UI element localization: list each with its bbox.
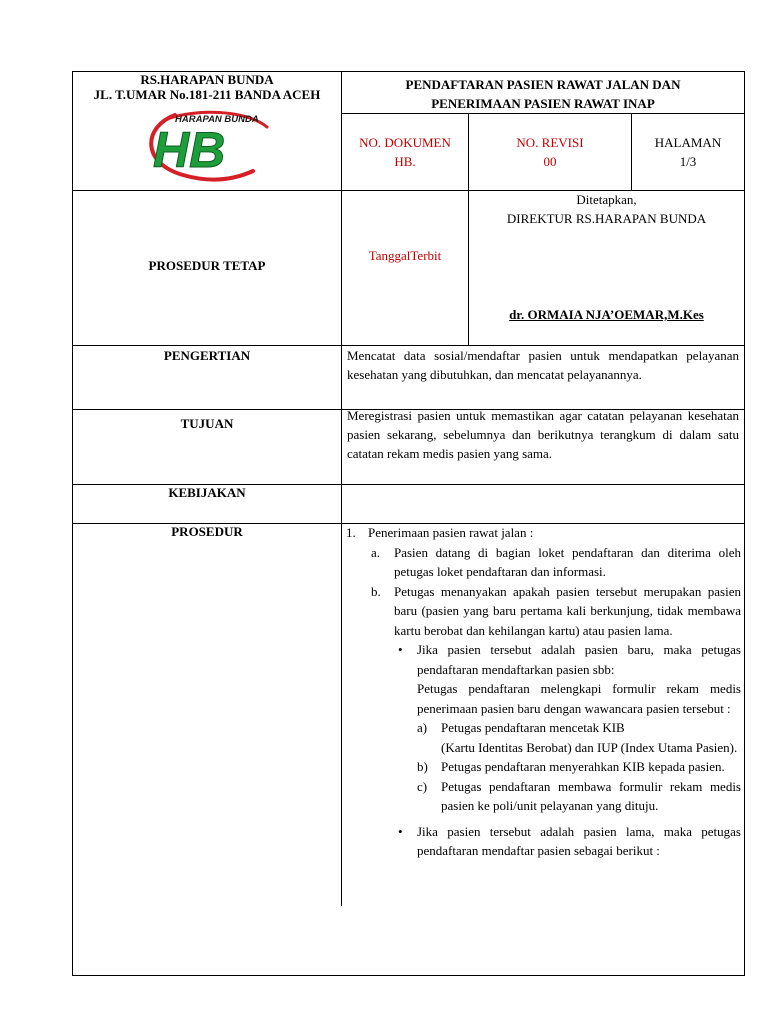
page-label: HALAMAN xyxy=(654,135,722,150)
list-item: a) Petugas pendaftaran mencetak KIB (Kartu Identitas Berobat) dan IUP (Index Utama Pasien). xyxy=(417,720,738,755)
list-item: • Jika pasien tersebut adalah pasien lama, maka petugas pendaftaran mendaftar pasien sebagai berikut : xyxy=(398,823,741,858)
page-value: 1/3 xyxy=(679,154,697,169)
document-title xyxy=(342,75,744,113)
revision-value: 00 xyxy=(543,154,557,169)
document-title-line2: PENERIMAAN PASIEN RAWAT INAP xyxy=(431,96,655,111)
column-divider xyxy=(341,72,342,906)
label-tujuan: TUJUAN xyxy=(180,416,234,431)
director-title: DIREKTUR RS.HARAPAN BUNDA xyxy=(506,211,707,226)
revision-number xyxy=(469,133,631,171)
label-pengertian: PENGERTIAN xyxy=(163,348,251,363)
hospital-logo xyxy=(135,105,275,187)
logo-letters: HB xyxy=(153,122,226,178)
revision-label: NO. REVISI xyxy=(516,135,584,150)
text-pengertian: Mencatat data sosial/mendaftar pasien untuk mendapatkan pelayanan kesehatan yang dibutuhkan, dan mencatat pelayanannya. xyxy=(347,348,739,382)
document-number-label: NO. DOKUMEN xyxy=(359,135,451,150)
document-number-value: HB. xyxy=(394,154,416,169)
text-tujuan: Meregistrasi pasien untuk memastikan agar catatan pelayanan kesehatan pasien sekarang, sebelumnya dan berikutnya terangkum di dalam satu catatan rekam medis pasien yang sama. xyxy=(347,408,739,461)
hospital-address: JL. T.UMAR No.181-211 BANDA ACEH xyxy=(93,87,321,102)
list-item: c) Petugas pendaftaran membawa formulir rekam medis pasien ke poli/unit pelayanan yang dituju. xyxy=(417,778,741,813)
hb-logo-icon xyxy=(135,105,275,187)
list-item: b) Petugas pendaftaran menyerahkan KIB kepada pasien. xyxy=(417,759,725,774)
list-item: • Jika pasien tersebut adalah pasien baru, maka petugas pendaftaran mendaftarkan pasien sbb: Petugas pendaftaran melengkapi formulir rekam medis penerimaan pasien baru dengan wawancara pasien tersebut : xyxy=(398,642,741,716)
approval-block xyxy=(469,190,744,228)
page-number xyxy=(632,133,744,171)
list-item: b. Petugas menanyakan apakah pasien tersebut merupakan pasien baru (pasien yang baru pertama kali berkunjung, tidak membawa kartu berobat dan kehilangan kartu) atau pasien lama. xyxy=(371,583,741,638)
hospital-name: RS.HARAPAN BUNDA xyxy=(140,72,274,87)
procedure-list xyxy=(343,523,741,861)
label-kebijakan: KEBIJAKAN xyxy=(168,485,246,500)
row-divider xyxy=(341,113,744,114)
document-number xyxy=(342,133,468,171)
issue-date-label: TanggalTerbit xyxy=(368,248,442,263)
list-item: 1. Penerimaan pasien rawat jalan : xyxy=(346,525,534,540)
section-label-prosedur-tetap: PROSEDUR TETAP xyxy=(148,258,266,273)
list-item: a. Pasien datang di bagian loket pendaftaran dan diterima oleh petugas loket pendaftaran dan informasi. xyxy=(371,544,741,579)
label-prosedur: PROSEDUR xyxy=(171,524,243,539)
svg-text:HARAPAN BUNDA: HARAPAN BUNDA xyxy=(175,114,259,125)
hospital-identity xyxy=(73,72,341,102)
established-label: Ditetapkan, xyxy=(576,192,637,207)
director-name: dr. ORMAIA NJA’OEMAR,M.Kes xyxy=(509,307,704,322)
sop-document xyxy=(72,71,745,976)
document-title-line1: PENDAFTARAN PASIEN RAWAT JALAN DAN xyxy=(405,77,681,92)
